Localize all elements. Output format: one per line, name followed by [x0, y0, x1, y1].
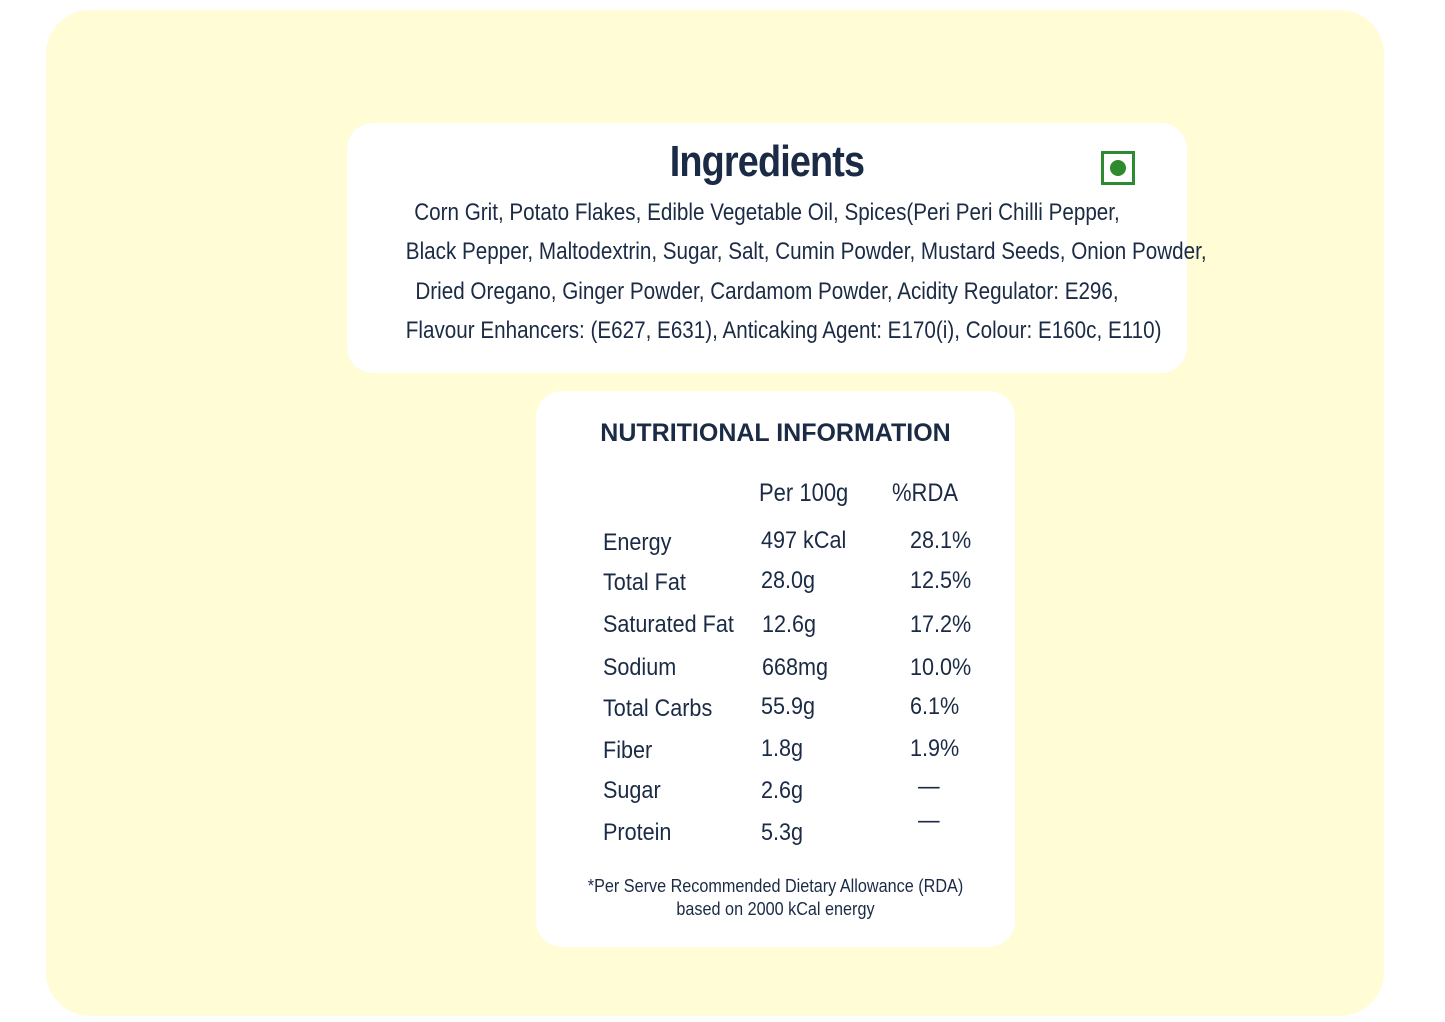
nutrient-per-100g: 5.3g — [761, 819, 804, 846]
nutrient-label: Saturated Fat — [603, 611, 734, 638]
ingredients-line: Flavour Enhancers: (E627, E631), Anticaking Agent: E170(i), Colour: E160c, E110) — [405, 316, 1162, 344]
nutrient-rda: — — [918, 773, 940, 800]
table-row — [536, 735, 1015, 765]
nutrient-rda: 17.2% — [910, 611, 972, 638]
nutrient-label: Energy — [603, 529, 672, 556]
nutrient-rda: — — [918, 807, 940, 834]
nutrition-card — [536, 391, 1015, 947]
ingredients-card — [347, 123, 1207, 373]
ingredients-list — [347, 193, 1207, 350]
nutrient-per-100g: 12.6g — [762, 611, 817, 638]
nutrient-per-100g: 497 kCal — [761, 527, 847, 554]
column-header-per-100g: Per 100g — [759, 479, 849, 507]
ingredients-line: Corn Grit, Potato Flakes, Edible Vegetable Oil, Spices(Peri Peri Chilli Pepper, — [414, 199, 1120, 226]
footnote-line: *Per Serve Recommended Dietary Allowance (RDA) — [587, 876, 964, 896]
ingredients-line: Black Pepper, Maltodextrin, Sugar, Salt, Cumin Powder, Mustard Seeds, Onion Powder, — [405, 238, 1207, 266]
nutrient-rda: 1.9% — [910, 735, 960, 762]
table-row — [536, 611, 1015, 641]
table-row — [536, 654, 1015, 684]
nutrient-rda: 6.1% — [910, 693, 960, 720]
nutrient-label: Fiber — [603, 737, 653, 764]
nutrient-per-100g: 28.0g — [761, 567, 816, 594]
nutrient-label: Sugar — [603, 777, 661, 804]
table-row — [536, 527, 1015, 557]
veg-dot-icon — [1110, 160, 1126, 176]
nutrient-rda: 10.0% — [910, 654, 972, 681]
nutrient-label: Sodium — [603, 654, 677, 681]
nutrient-per-100g: 668mg — [762, 654, 829, 681]
footnote-line: based on 2000 kCal energy — [676, 899, 875, 919]
table-row — [536, 773, 1015, 807]
ingredients-title: Ingredients — [669, 137, 865, 186]
table-row — [536, 807, 1015, 849]
ingredients-line: Dried Oregano, Ginger Powder, Cardamom Powder, Acidity Regulator: E296, — [415, 277, 1119, 305]
nutrition-title: NUTRITIONAL INFORMATION — [600, 419, 951, 447]
nutrient-rda: 28.1% — [910, 527, 972, 554]
nutrient-rda: 12.5% — [910, 567, 972, 594]
veg-mark-icon — [1101, 151, 1135, 185]
table-row — [536, 693, 1015, 723]
label-panel — [46, 10, 1384, 1016]
table-row — [536, 567, 1015, 597]
nutrient-per-100g: 55.9g — [761, 693, 816, 720]
nutrient-label: Total Carbs — [603, 695, 713, 722]
rda-footnote — [560, 875, 991, 921]
nutrient-per-100g: 2.6g — [761, 777, 804, 804]
column-header-rda: %RDA — [892, 479, 959, 507]
nutrient-label: Protein — [603, 819, 672, 846]
nutrient-label: Total Fat — [603, 569, 686, 596]
nutrient-per-100g: 1.8g — [761, 735, 804, 762]
